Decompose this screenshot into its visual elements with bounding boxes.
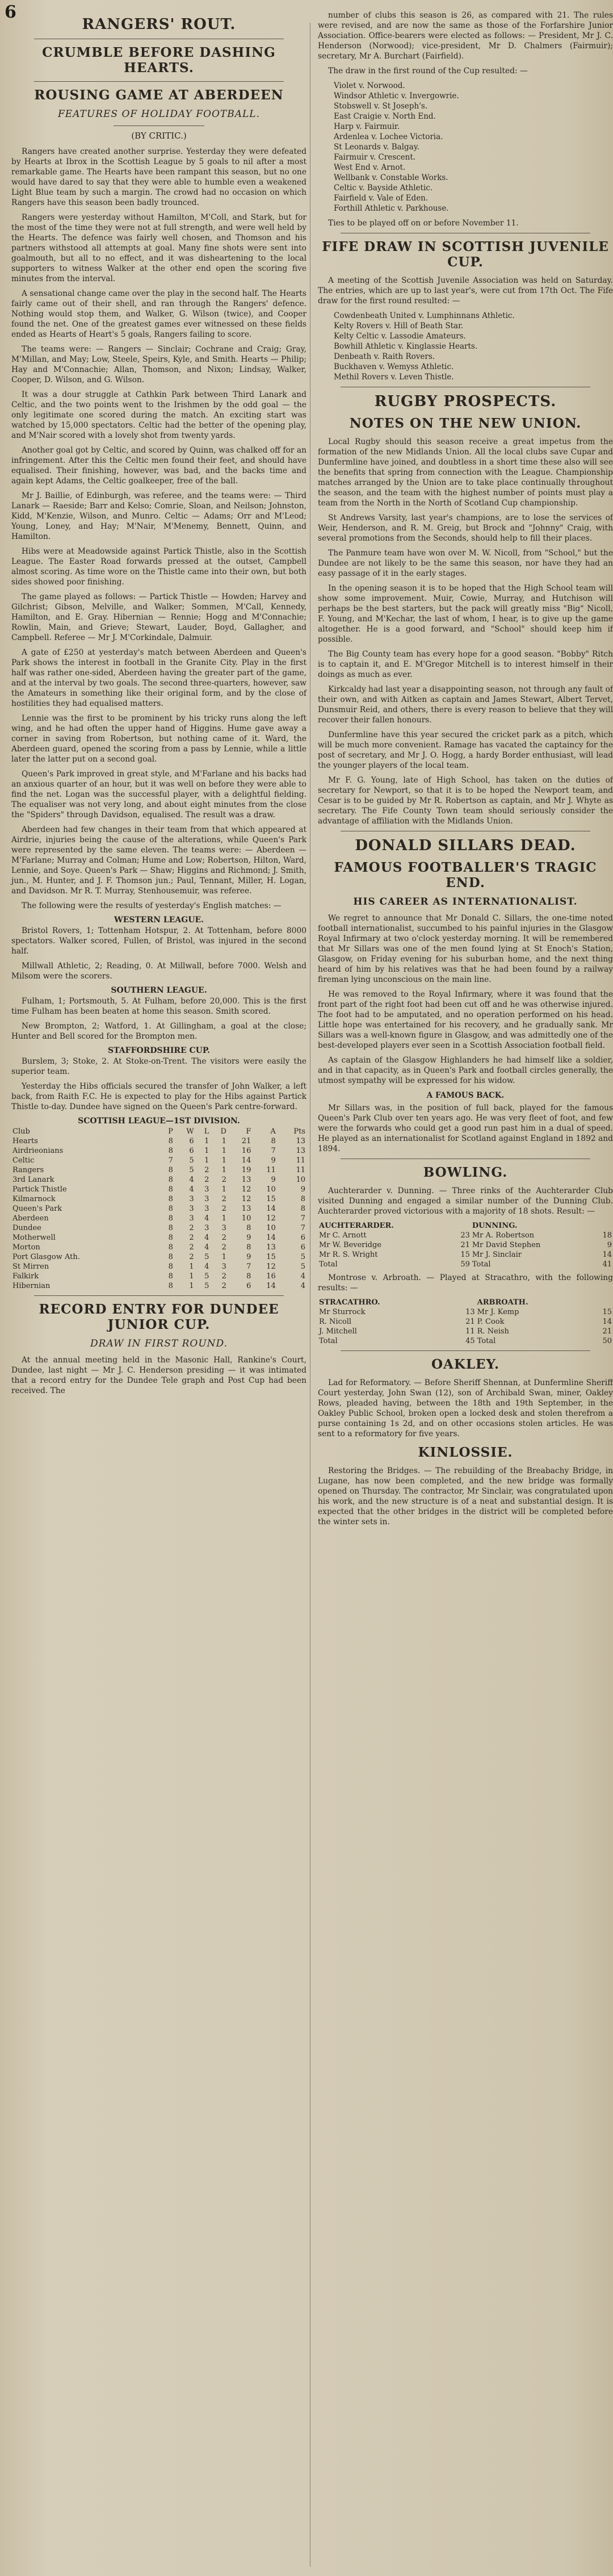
table-cell: 8 — [168, 1282, 173, 1290]
famous-back-label: A FAMOUS BACK. — [426, 1091, 505, 1100]
table-cell: 14 — [602, 1251, 612, 1259]
table-cell: Mr J. Sinclair — [472, 1251, 522, 1259]
table-cell: 4 — [300, 1272, 305, 1281]
table-cell: 6 — [189, 1147, 194, 1155]
table-cell: 3 — [189, 1195, 194, 1203]
table-cell: 5 — [300, 1253, 305, 1261]
table-cell: 8 — [271, 1137, 276, 1145]
table-cell: 8 — [168, 1195, 173, 1203]
cup-draw-item: Fairfield v. Vale of Eden. — [334, 194, 429, 203]
table-cell: 1 — [204, 1156, 209, 1165]
article-paragraph: The teams were: — Rangers — Sinclair; Cochrane and Craig; Gray, M'Millan, and May; Low, Steele, Speirs, Kyle, and Smith. Hearts — Philip; Hay and M'Connachie; Allan, Thomson, and Nixon; Lindsay, Walker, Cooper, D. Wilson, and G. Wilson. — [11, 345, 306, 384]
fife-draw-item: Methil Rovers v. Leven Thistle. — [334, 373, 454, 382]
table-cell: Mr W. Beveridge — [319, 1241, 382, 1249]
table-cell: 5 — [204, 1282, 209, 1290]
table-cell: 7 — [300, 1224, 305, 1232]
article-paragraph: Lad for Reformatory. — Before Sheriff Shennan, at Dunfermline Sheriff Court yesterday, John Swan (12), son of Archibald Swan, miner, Oakley Rows, pleaded having, between the 18th and 19th September, in the Oakley Public School, broken open a locked desk and stolen therefrom a purse containing 1s 2d, and on other occasions stolen articles. He was sent to a reformatory for five years. — [318, 1378, 613, 1438]
table-cell: 21 — [602, 1327, 612, 1336]
rangers-headline: RANGERS' ROUT. — [82, 16, 236, 33]
table-cell: Mr R. S. Wright — [319, 1251, 378, 1259]
result-line: New Brompton, 2; Watford, 1. At Gillingham, a goal at the close; Hunter and Bell scored for the Brompton men. — [11, 1022, 306, 1041]
article-paragraph: St Andrews Varsity, last year's champions, are to lose the services of Weir, Henderson, and R. M. Greig, but Brock and "Johnny" Craig, with several promotions from the Seconds, should help to fill their places. — [318, 513, 613, 543]
table-cell: 6 — [246, 1282, 251, 1290]
table-cell: 16 — [266, 1272, 276, 1281]
table-cell: 13 — [296, 1147, 305, 1155]
table-row — [11, 1233, 306, 1243]
table-cell: 2 — [204, 1166, 209, 1174]
table-cell: Hibernian — [12, 1282, 51, 1290]
table-cell: 15 — [460, 1251, 470, 1259]
table-cell: 10 — [266, 1185, 276, 1194]
bowling-row — [318, 1327, 613, 1336]
table-cell: 3 — [204, 1195, 209, 1203]
rugby-subheadline: NOTES ON THE NEW UNION. — [349, 416, 582, 431]
table-cell: 50 — [602, 1337, 612, 1345]
table-cell: 6 — [300, 1233, 305, 1242]
table-cell: 3 — [204, 1224, 209, 1232]
table-cell: 8 — [168, 1224, 173, 1232]
table-cell: 2 — [221, 1282, 226, 1290]
table-cell: 14 — [266, 1205, 276, 1213]
table-cell: 2 — [189, 1243, 194, 1252]
table-cell: 7 — [246, 1262, 251, 1271]
header-cell: P — [168, 1127, 173, 1136]
table-cell: 6 — [189, 1137, 194, 1145]
article-paragraph: Aberdeen had few changes in their team from that which appeared at Airdrie, injuries being the cause of the alterations, while Queen's Park were represented by the same eleven. The teams were: — Aberdeen — M'Farlane; Murray and Colman; Hume and Low; Robertson, Hilton, Ward, Lennie, and Soye. Queen's Park — Shaw; Higgins and Richmond; J. Smith, jun., M. Hunter, and J. F. Thomson jun.; Paul, Tennant, Miller, H. Logan, and Davidson. Mr R. T. Murray, Stenhousemuir, was referee. — [11, 825, 306, 896]
table-cell: 15 — [266, 1253, 276, 1261]
table-cell: 13 — [241, 1205, 251, 1213]
table-cell: 5 — [189, 1166, 194, 1174]
article-paragraph: Hibs were at Meadowside against Partick Thistle, also in the Scottish League. The Easter Road forwards pressed at the outset, Campbell almost scoring. As time wore on the Thistle came into their own, but both sides showed poor finishing. — [11, 547, 306, 587]
table-cell: 15 — [602, 1308, 612, 1316]
article-paragraph: At the annual meeting held in the Masonic Hall, Rankine's Court, Dundee, last night — Mr J. C. Henderson presiding — it was intimated that a record entry for the Dundee Tele graph and Post Cup had been received. The — [11, 1356, 306, 1395]
article-paragraph: Restoring the Bridges. — The rebuilding of the Breabachy Bridge, in Lugane, has now been completed, and the new bridge was formally opened on Thursday. The contractor, Mr Sinclair, was congratulated upon his work, and the new structure is of a neat and substantial design. It is expected that the other bridges in the district will be completed before the winter sets in. — [318, 1466, 613, 1527]
table-cell: 9 — [246, 1253, 251, 1261]
table-cell: 1 — [221, 1156, 226, 1165]
table-row — [11, 1262, 306, 1272]
table-cell: 11 — [465, 1327, 475, 1336]
table-cell: 6 — [300, 1243, 305, 1252]
article-paragraph: Montrose v. Arbroath. — Played at Stracathro, with the following results: — — [318, 1273, 613, 1293]
sillars-subheadline-2: HIS CAREER AS INTERNATIONALIST. — [353, 896, 578, 908]
divider — [34, 81, 284, 82]
table-cell: Falkirk — [12, 1272, 39, 1281]
table-cell: 9 — [300, 1185, 305, 1194]
article-paragraph: He was removed to the Royal Infirmary, where it was found that the front part of the right foot had been cut off and he was otherwise injured. The foot had to be amputated, and no operation performed on his head. Little hope was entertained for his recovery, and he gradually sank. Mr Sillars was a well-known figure in Glasgow, and was admittedly one of the best-developed players ever seen in a Scottish Association football field. — [318, 990, 613, 1050]
table-cell: 4 — [204, 1243, 209, 1252]
article-paragraph: Mr Sillars was, in the position of full back, played for the famous Queen's Park Club over ten years ago. He was very fleet of foot, and few were the forwards who could get a good run past him in a dual of speed. He played as an internationalist for Scotland against England in 1892 and 1894. — [318, 1103, 613, 1153]
table-cell: 8 — [168, 1185, 173, 1194]
table-cell: 18 — [602, 1231, 612, 1240]
article-paragraph: Rangers have created another surprise. Yesterday they were defeated by Hearts at Ibrox in the Scottish League by 5 goals to nil after a most remarkable game. The Hearts have been rampant this season, but no one would have dared to say that they were able to humble even a weakened Light Blue team by such a margin. The crowd had no occasion on which Rangers have this season been badly trounced. — [11, 147, 306, 207]
article-paragraph: Mr F. G. Young, late of High School, has taken on the duties of secretary for Newport, so that it is to be hoped the Newport team, and Cesar is to be guided by Mr R. Robertson as captain, and Mr J. Whyte as secretary. The Fife County Town team should seriously consider the advantage of affiliation with the Midlands Union. — [318, 776, 613, 826]
article-paragraph: Rangers were yesterday without Hamilton, M'Coll, and Stark, but for the most of the time they were not at full strength, and were well held by the Hearts. The defence was fairly well chosen, and Thomson and his partners withstood all attempts at goal. Many fine shots were sent into goalmouth, but all to no effect, and it was disheartening to the local supporters to witness Walker at the other end open the scoring five minutes from the interval. — [11, 213, 306, 283]
cup-draw-item: St Leonards v. Balgay. — [334, 143, 419, 152]
table-cell: 4 — [204, 1214, 209, 1223]
table-cell: 4 — [189, 1185, 194, 1194]
table-cell: 1 — [204, 1137, 209, 1145]
bowling-table-1 — [318, 1221, 613, 1269]
table-cell: 1 — [221, 1147, 226, 1155]
table-cell: 1 — [221, 1185, 226, 1194]
rugby-headline: RUGBY PROSPECTS. — [374, 393, 557, 410]
article-paragraph: The following were the results of yesterday's English matches: — — [22, 901, 282, 910]
header-cell — [589, 1298, 613, 1307]
table-cell: 9 — [271, 1156, 276, 1165]
table-cell: Mr C. Arnott — [319, 1231, 367, 1240]
bowling-row — [318, 1231, 613, 1240]
article-paragraph: Another goal got by Celtic, and scored by Quinn, was chalked off for an infringement. After this the Celtic men found their feet, and should have equalised. Their finishing, however, was bad, and the backs time and again kept Adams, the Celtic goalkeeper, free of the ball. — [11, 446, 306, 486]
table-cell: 9 — [271, 1176, 276, 1184]
article-paragraph: The draw in the first round of the Cup resulted: — — [328, 66, 528, 76]
table-row — [11, 1136, 306, 1146]
table-cell: Airdrieonians — [12, 1147, 64, 1155]
cup-draw-list — [318, 81, 613, 214]
bowling-row — [318, 1260, 613, 1269]
article-paragraph: Yesterday the Hibs officials secured the transfer of John Walker, a left back, from Raith F.C. He is expected to play for the Hibs against Partick Thistle to-day. Dundee have signed on the Queen's Park centre-forward. — [11, 1082, 306, 1111]
table-cell: 1 — [221, 1137, 226, 1145]
article-paragraph: Lennie was the first to be prominent by his tricky runs along the left wing, and he had often the upper hand of Higgins. Hume gave away a corner in saving from Robertson, but nothing came of it. Ward, the Aberdeen guard, opened the scoring from a pass by Lennie, while a little later the latter put on a second goal. — [11, 714, 306, 764]
league-table-header-row — [11, 1127, 306, 1136]
cup-draw-item: Fairmuir v. Crescent. — [334, 153, 416, 162]
header-cell: A — [270, 1127, 276, 1136]
divider — [34, 1295, 284, 1296]
table-cell: 12 — [241, 1185, 251, 1194]
table-cell: 10 — [241, 1214, 251, 1223]
fife-draw-list — [318, 311, 613, 382]
table-cell: 11 — [296, 1166, 305, 1174]
cup-draw-item: Violet v. Norwood. — [334, 81, 405, 90]
article-paragraph: As captain of the Glasgow Highlanders he had himself like a soldier, and in that capacity, as in Queen's Park and football circles generally, the utmost sympathy will be expressed for his widow. — [318, 1056, 613, 1085]
table-cell: 8 — [168, 1205, 173, 1213]
table-cell: 13 — [296, 1137, 305, 1145]
article-paragraph: It was a dour struggle at Cathkin Park between Third Lanark and Celtic, and the two points went to the Irishmen by the odd goal — the only legitimate one scored during the match. An exciting start was watched by 15,000 spectators. Celtic had the better of the opening play, and M'Nair scored with a lovely shot from twenty yards. — [11, 390, 306, 440]
fife-draw-item: Cowdenbeath United v. Lumphinnans Athletic. — [334, 311, 515, 320]
article-paragraph: A gate of £250 at yesterday's match between Aberdeen and Queen's Park shows the interest in football in the Granite City. Play in the first half was rather one-sided, Aberdeen having the greater part of the game, and at the interval by two goals. The second three-quarters, however, saw the Amateurs in something like their original form, and by the close of hostilities they had equalised matters. — [11, 648, 306, 708]
table-cell: 12 — [266, 1214, 276, 1223]
fife-draw-item: Bowhill Athletic v. Kinglassie Hearts. — [334, 342, 478, 351]
table-cell: 7 — [271, 1147, 276, 1155]
bowling-headline: BOWLING. — [423, 1165, 508, 1180]
table-cell: 12 — [266, 1262, 276, 1271]
table-cell: 11 — [266, 1166, 276, 1174]
table-cell: 8 — [246, 1243, 251, 1252]
kinlossie-headline: KINLOSSIE. — [418, 1445, 513, 1460]
header-cell — [593, 1221, 613, 1231]
table-cell: 8 — [168, 1147, 173, 1155]
table-cell: 10 — [296, 1176, 305, 1184]
article-paragraph: Mr J. Baillie, of Edinburgh, was referee, and the teams were: — Third Lanark — Raeside; Barr and Kelso; Comrie, Sloan, and Neilson; Johnston, Kidd, M'Kenzie, Wilson, and Munro. Celtic — Adams; Orr and M'Leod; Young, Loney, and Hay; M'Nair, M'Menemy, Bennett, Quinn, and Hamilton. — [11, 491, 306, 541]
table-cell: 8 — [168, 1214, 173, 1223]
bowling-table-2 — [318, 1298, 613, 1346]
table-cell: 13 — [266, 1243, 276, 1252]
header-cell — [451, 1298, 476, 1307]
table-cell: 8 — [168, 1166, 173, 1174]
table-cell: 1 — [204, 1147, 209, 1155]
table-cell: 14 — [241, 1156, 251, 1165]
table-cell: Morton — [12, 1243, 40, 1252]
table-cell: Queen's Park — [12, 1205, 62, 1213]
cup-draw-item: West End v. Arnot. — [334, 163, 406, 172]
table-cell: 4 — [204, 1233, 209, 1242]
table-row — [11, 1156, 306, 1165]
cup-draw-item: Wellbank v. Constable Works. — [334, 173, 448, 182]
bowling-header-row — [318, 1221, 613, 1231]
dundee-subheadline: DRAW IN FIRST ROUND. — [90, 1338, 228, 1349]
league-table-body — [11, 1136, 306, 1291]
league-table-title: SCOTTISH LEAGUE—1ST DIVISION. — [78, 1116, 240, 1126]
table-cell: 5 — [204, 1253, 209, 1261]
table-cell: Aberdeen — [12, 1214, 49, 1223]
table-row — [11, 1281, 306, 1291]
table-cell: 3 — [221, 1224, 226, 1232]
table-cell: 8 — [246, 1224, 251, 1232]
table-cell: 1 — [189, 1282, 194, 1290]
table-cell: 2 — [189, 1253, 194, 1261]
fife-draw-item: Kelty Rovers v. Hill of Beath Star. — [334, 321, 464, 331]
table-cell: 5 — [204, 1272, 209, 1281]
table-cell: 2 — [221, 1176, 226, 1184]
league-table — [11, 1127, 306, 1291]
table-cell: 14 — [266, 1282, 276, 1290]
table-cell: Mr Sturrock — [319, 1308, 366, 1316]
bowling-row — [318, 1240, 613, 1250]
table-cell: R. Nicoll — [319, 1318, 352, 1326]
table-cell: 15 — [266, 1195, 276, 1203]
result-line: Bristol Rovers, 1; Tottenham Hotspur, 2. At Tottenham, before 8000 spectators. Walker scored, Fullen, of Bristol, was injured in the second half. — [11, 926, 306, 956]
cup-draw-item: Celtic v. Bayside Athletic. — [334, 183, 433, 193]
table-cell: 16 — [241, 1147, 251, 1155]
header-cell: W — [186, 1127, 194, 1136]
rangers-subheadline: CRUMBLE BEFORE DASHING HEARTS. — [42, 45, 276, 76]
table-cell: 14 — [602, 1318, 612, 1326]
table-cell: Total — [319, 1260, 338, 1269]
right-column — [318, 10, 613, 1532]
table-cell: 5 — [300, 1262, 305, 1271]
header-cell — [451, 1221, 471, 1231]
article-paragraph: Auchterarder v. Dunning. — Three rinks of the Auchterarder Club visited Dunning and engaged a similar number of the Dunning Club. Auchterarder proved victorious with a majority of 18 shots. Result: — — [318, 1186, 613, 1216]
table-cell: St Mirren — [12, 1262, 49, 1271]
table-cell: 59 — [460, 1260, 470, 1269]
table-cell: Total — [319, 1337, 338, 1345]
table-cell: 2 — [221, 1243, 226, 1252]
table-cell: 14 — [266, 1233, 276, 1242]
results-heading: SOUTHERN LEAGUE. — [111, 986, 207, 995]
table-cell: 1 — [221, 1166, 226, 1174]
table-cell: 3 — [204, 1185, 209, 1194]
results-heading: WESTERN LEAGUE. — [114, 915, 204, 925]
table-row — [11, 1185, 306, 1194]
aberdeen-subheadline: ROUSING GAME AT ABERDEEN — [34, 87, 284, 103]
article-paragraph: Local Rugby should this season receive a great impetus from the formation of the new Midlands Union. All the local clubs save Cupar and Dunfermline have joined, and doubtless in a short time these also will see the benefits that spring from connection with the League. Championship matches arranged by the Union are to take place continually throughout the season, and the team with the highest number of points must play a team from the North in the North of Scotland Cup championship. — [318, 437, 613, 508]
table-cell: 13 — [465, 1308, 475, 1316]
table-cell: 2 — [221, 1205, 226, 1213]
header-cell: F — [246, 1127, 251, 1136]
table-cell: 8 — [168, 1262, 173, 1271]
article-paragraph: A sensational change came over the play in the second half. The Hearts fairly came out of their shell, and ran through the Rangers' defence. Nothing would stop them, and Walker, G. Wilson (twice), and Cooper found the net. One of the greatest games ever witnessed on these fields ended as Hearts of Heart's 5 goals, Rangers failing to score. — [11, 289, 306, 339]
table-cell: 11 — [296, 1156, 305, 1165]
table-row — [11, 1272, 306, 1281]
left-column — [11, 10, 306, 1400]
bowling-row — [318, 1317, 613, 1327]
table-row — [11, 1194, 306, 1204]
table-cell: 10 — [266, 1224, 276, 1232]
page-number: 6 — [5, 2, 16, 22]
fife-draw-item: Denbeath v. Raith Rovers. — [334, 352, 435, 361]
cup-draw-item: Windsor Athletic v. Invergowrie. — [334, 91, 459, 101]
table-cell: R. Neish — [477, 1327, 509, 1336]
table-cell: 9 — [246, 1233, 251, 1242]
table-cell: 9 — [607, 1241, 612, 1249]
table-cell: Total — [472, 1260, 491, 1269]
table-cell: Port Glasgow Ath. — [12, 1253, 80, 1261]
article-paragraph: A meeting of the Scottish Juvenile Association was held on Saturday. The entries, which are up to last year's, were cut from 17th Oct. The Fife draw for the first round resulted: — — [318, 276, 613, 306]
table-cell: Mr A. Robertson — [472, 1231, 535, 1240]
header-cell: STRACATHRO. — [319, 1298, 380, 1307]
fife-headline: FIFE DRAW IN SCOTTISH JUVENILE CUP. — [322, 239, 609, 270]
article-paragraph: number of clubs this season is 26, as compared with 21. The rules were revised, and are now the same as those of the Forfarshire Junior Association. Office-bearers were elected as follows: — President, Mr J. C. Henderson (Norwood); vice-president, Mr D. Chalmers (Fairmuir); secretary, Mr A. Burchart (Fairfield). — [318, 11, 613, 61]
table-cell: 2 — [189, 1224, 194, 1232]
bowling-row — [318, 1336, 613, 1346]
table-row — [11, 1175, 306, 1185]
table-row — [11, 1223, 306, 1233]
table-row — [11, 1165, 306, 1175]
table-row — [11, 1243, 306, 1252]
cup-draw-item: Stobswell v. St Joseph's. — [334, 102, 428, 111]
table-cell: 7 — [300, 1214, 305, 1223]
article-paragraph: In the opening season it is to be hoped that the High School team will show some improvement. Muir, Cowie, Murray, and Hutchison will perhaps be the best starters, but the pack will greatly miss "Big" Nicoll, F. Young, and M'Kechar, the last of whom, I hear, is to give up the game altogether. He is a good forward, and "School" should keep him if possible. — [318, 584, 613, 644]
table-cell: 19 — [241, 1166, 251, 1174]
article-paragraph: Dunfermline have this year secured the cricket park as a pitch, which will be much more convenient. Ramage has vacated the captaincy for the post of secretary, and Mr J. O. Hogg, a hardy Border enthusiast, will lead the younger players of the local team. — [318, 730, 613, 770]
table-cell: Mr J. Kemp — [477, 1308, 519, 1316]
article-paragraph: The Panmure team have won over M. W. Nicoll, from "School," but the Dundee are not likely to be the same this season, nor have they had an easy passage of it in the early stages. — [318, 549, 613, 578]
cup-draw-item: Ardenlea v. Lochee Victoria. — [334, 132, 443, 141]
table-cell: Total — [477, 1337, 496, 1345]
table-cell: 45 — [465, 1337, 475, 1345]
header-cell: Club — [12, 1127, 30, 1136]
table-cell: 23 — [460, 1231, 470, 1240]
table-cell: Rangers — [12, 1166, 44, 1174]
table-cell: 3rd Lanark — [12, 1176, 54, 1184]
sillars-headline: DONALD SILLARS DEAD. — [355, 837, 576, 854]
table-cell: 4 — [189, 1176, 194, 1184]
table-cell: 8 — [246, 1272, 251, 1281]
table-cell: 8 — [168, 1272, 173, 1281]
table-cell: 8 — [168, 1253, 173, 1261]
table-cell: J. Mitchell — [319, 1327, 357, 1336]
table-cell: 8 — [300, 1205, 305, 1213]
table-cell: 12 — [241, 1195, 251, 1203]
header-cell: DUNNING. — [472, 1222, 518, 1230]
bowling-table-body — [318, 1307, 613, 1346]
table-row — [11, 1252, 306, 1262]
bowling-header-row — [318, 1298, 613, 1307]
article-paragraph: Kirkcaldy had last year a disappointing season, not through any fault of their own, and with Aitken as captain and James Stewart, Albert Tervet, Dunsmuir Reid, and others, there is every reason to believe that they will recover their fallen honours. — [318, 685, 613, 725]
cup-draw-item: East Craigie v. North End. — [334, 112, 436, 121]
table-row — [11, 1204, 306, 1214]
oakley-headline: OAKLEY. — [431, 1357, 500, 1372]
article-paragraph: The game played as follows: — Partick Thistle — Howden; Harvey and Gilchrist; Gibson, Melville, and Walker; Sommen, M'Call, Kennedy, Hamilton, and E. Gray. Hibernian — Rennie; Hogg and M'Connachie; Rowlin, Main, and Grieve; Stewart, Lauder, Boyd, Gallagher, and Campbell. Referee — Mr J. M'Corkindale, Dalmuir. — [11, 592, 306, 642]
table-cell: 8 — [168, 1137, 173, 1145]
table-cell: 3 — [189, 1214, 194, 1223]
table-cell: 2 — [189, 1233, 194, 1242]
header-cell: Pts — [293, 1127, 305, 1136]
cup-draw-item: Harp v. Fairmuir. — [334, 122, 400, 131]
table-cell: 8 — [168, 1233, 173, 1242]
table-cell: 2 — [221, 1195, 226, 1203]
bowling-row — [318, 1307, 613, 1317]
table-cell: 4 — [204, 1262, 209, 1271]
table-row — [11, 1214, 306, 1223]
article-paragraph: The Big County team has every hope for a good season. "Bobby" Ritch is to captain it, and E. M'Gregor Mitchell is to interest himself in their doings as much as ever. — [318, 650, 613, 679]
header-cell: AUCHTERARDER. — [319, 1222, 394, 1230]
header-cell: D — [220, 1127, 226, 1136]
header-cell: ARBROATH. — [477, 1298, 528, 1307]
table-cell: 1 — [221, 1214, 226, 1223]
table-cell: 7 — [168, 1156, 173, 1165]
results-heading: STAFFORDSHIRE CUP. — [108, 1046, 210, 1055]
fife-draw-item: Buckhaven v. Wemyss Athletic. — [334, 362, 454, 371]
divider — [341, 1350, 590, 1351]
features-subheadline: FEATURES OF HOLIDAY FOOTBALL. — [58, 108, 260, 120]
table-cell: Motherwell — [12, 1233, 56, 1242]
article-paragraph: We regret to announce that Mr Donald C. Sillars, the one-time noted football internationalist, succumbed to his painful injuries in the Glasgow Royal Infirmary at two o'clock yesterday morning. It will be remembered that Mr Sillars was one of the men found lying at St Enoch's Station, Glasgow, on Friday evening for his suburban home, and the next thing heard of him by his relatives was that he had been found by a railway fireman lying unconscious on the main line. — [318, 914, 613, 984]
table-cell: 8 — [168, 1243, 173, 1252]
cup-draw-item: Forthill Athletic v. Parkhouse. — [334, 204, 449, 213]
table-cell: Kilmarnock — [12, 1195, 56, 1203]
table-cell: 41 — [602, 1260, 612, 1269]
dundee-headline: RECORD ENTRY FOR DUNDEE JUNIOR CUP. — [39, 1302, 279, 1332]
bowling-row — [318, 1250, 613, 1260]
table-cell: 3 — [204, 1205, 209, 1213]
table-cell: 21 — [241, 1137, 251, 1145]
bowling-table-body — [318, 1231, 613, 1269]
table-cell: P. Cook — [477, 1318, 505, 1326]
table-cell: 2 — [204, 1176, 209, 1184]
table-cell: 8 — [300, 1195, 305, 1203]
table-row — [11, 1146, 306, 1156]
sillars-subheadline: FAMOUS FOOTBALLER'S TRAGIC END. — [334, 860, 597, 890]
table-cell: 3 — [189, 1205, 194, 1213]
article-paragraph: Ties to be played off on or before November 11. — [328, 219, 519, 228]
header-cell: L — [204, 1127, 209, 1136]
table-cell: Celtic — [12, 1156, 35, 1165]
table-cell: 21 — [460, 1241, 470, 1249]
result-line: Fulham, 1; Portsmouth, 5. At Fulham, before 20,000. This is the first time Fulham has been beaten at home this season. Smith scored. — [11, 997, 306, 1016]
table-cell: 1 — [221, 1253, 226, 1261]
result-line: Burslem, 3; Stoke, 2. At Stoke-on-Trent. The visitors were easily the superior team. — [11, 1057, 306, 1076]
table-cell: Hearts — [12, 1137, 38, 1145]
result-line: Millwall Athletic, 2; Reading, 0. At Millwall, before 7000. Welsh and Milsom were the scorers. — [11, 961, 306, 981]
table-cell: 1 — [189, 1272, 194, 1281]
table-cell: Partick Thistle — [12, 1185, 67, 1194]
table-cell: Mr David Stephen — [472, 1241, 541, 1249]
table-cell: 3 — [221, 1262, 226, 1271]
table-cell: 1 — [189, 1262, 194, 1271]
table-cell: Dundee — [12, 1224, 41, 1232]
table-cell: 2 — [221, 1233, 226, 1242]
byline: (BY CRITIC.) — [131, 131, 187, 141]
table-cell: 2 — [221, 1272, 226, 1281]
article-paragraph: Queen's Park improved in great style, and M'Farlane and his backs had an anxious quarter of an hour, but it was well on before they were able to find the net. Logan was the successful player, with a delightful fielding. The equaliser was not very long, and about eight minutes from the close the "Spiders" through Davidson, equalised. The result was a draw. — [11, 770, 306, 819]
table-cell: 13 — [241, 1176, 251, 1184]
table-cell: 21 — [465, 1318, 475, 1326]
table-cell: 4 — [300, 1282, 305, 1290]
table-cell: 5 — [189, 1156, 194, 1165]
table-cell: 8 — [168, 1176, 173, 1184]
fife-draw-item: Kelty Celtic v. Lassodie Amateurs. — [334, 332, 466, 341]
